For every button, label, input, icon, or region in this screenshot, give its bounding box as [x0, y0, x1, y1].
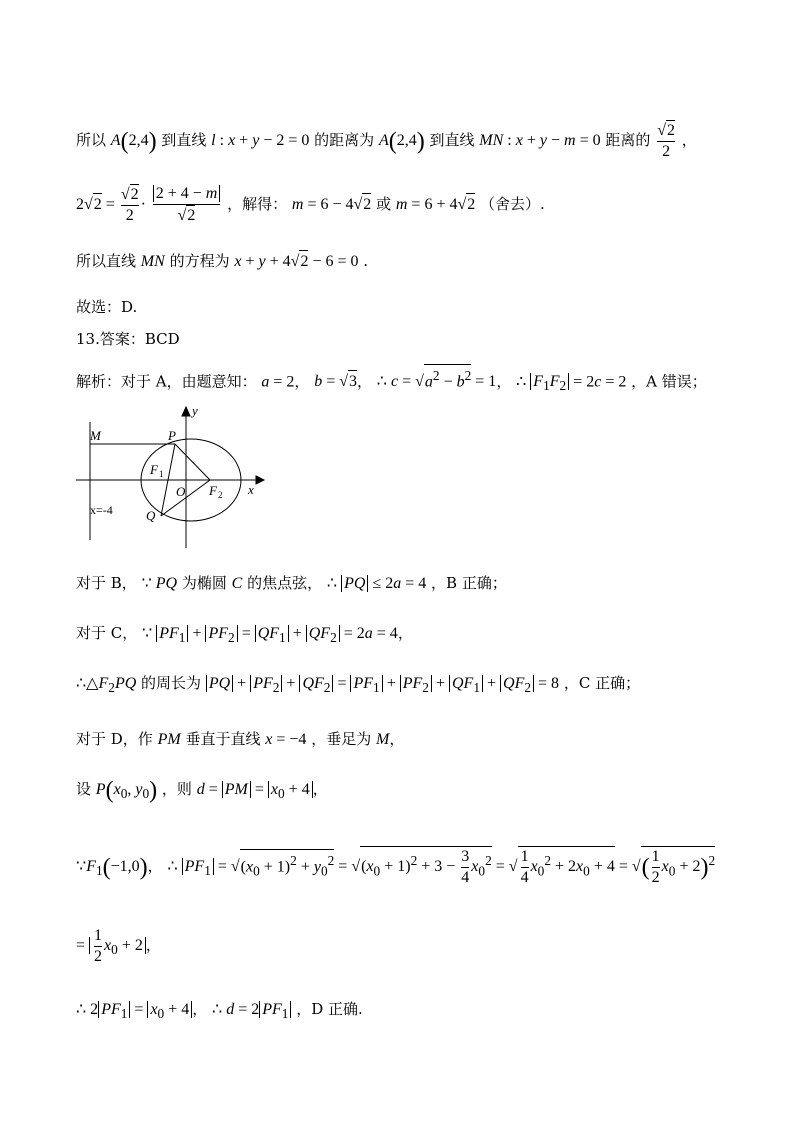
- text-seg: 垂直于直线: [185, 730, 261, 748]
- text-seg: 设: [76, 780, 92, 798]
- text-seg: 的周长为: [141, 674, 202, 692]
- text-line-7: 对于 B， ∵ PQ 为椭圆 C 的焦点弦， ∴ PQ ≤ 2a = 4 ，B 正确；: [76, 574, 507, 592]
- text-seg: 对于 C，: [76, 624, 138, 642]
- text-line-5: 13.答案：BCD: [76, 330, 180, 348]
- m-label: M: [90, 428, 101, 443]
- text-seg: 到直线: [429, 131, 475, 149]
- text-line-13: = $\frac{1}{2}$ $x_0 + 2$ ，: [76, 927, 161, 965]
- text-seg: 为椭圆: [181, 574, 227, 592]
- text-seg: 的方程为: [169, 252, 230, 270]
- text-seg: 解析：对于 A，由题意知：: [76, 372, 257, 391]
- f1-sub: 1: [159, 469, 164, 479]
- text-line-6: 解析：对于 A，由题意知： a = 2， b = √3， ∴ $c = √a^2 - b^2 = 1$， ∴ $F_1F_2 = 2c = 2$ ，A 错误；: [76, 364, 707, 398]
- directrix-label: x=-4: [90, 503, 113, 517]
- f1-label: F: [150, 462, 158, 477]
- text-seg: 对于 D，作: [76, 730, 153, 748]
- ellipse-figure: [76, 402, 266, 552]
- text-line-8: 对于 C， ∵ $PF_1 + PF_2 = QF_1 + QF_2 = 2a = 4$，: [76, 624, 413, 646]
- x-label: x: [248, 482, 254, 497]
- text-line-11: 设 $P(x_0$, $y_0$) ，则 d = PM = $x_0 + 4$ ，: [76, 777, 328, 804]
- f2-sub: 2: [218, 490, 223, 500]
- text-line-2: 2√2 = $\frac{√2}{2}$ · $\frac{2 + 4 - m}{√2}$ ，解得： m = 6 − 4√2 或 m = 6 + 4√2 （舍去）.: [76, 185, 545, 224]
- text-line-14: ∴ 2 $PF_1 = x_0 + 4$ ， ∴ d = 2 $PF_1$ ，D 正确.: [76, 1000, 363, 1022]
- text-seg: ，A 错误；: [631, 372, 707, 391]
- text-seg: 的焦点弦，: [247, 574, 323, 592]
- fraction: $\frac{√2}{2}$: [120, 186, 139, 224]
- text-line-1: 所以 A(2,4) 到直线 l : x + y − 2 = 0 的距离为 A(2,4) 到直线 MN : x + y − m = 0 距离的 $\frac{√2}{2}$ ，: [76, 122, 697, 160]
- text-seg: 对于 B，: [76, 574, 137, 592]
- text-line-10: 对于 D，作 PM 垂直于直线 x = −4 ，垂足为 M，: [76, 730, 405, 748]
- x-axis-arrow: [256, 476, 264, 484]
- text-seg: ，解得：: [227, 195, 288, 213]
- o-label: O: [176, 484, 186, 499]
- y-axis-arrow: [182, 407, 190, 416]
- text-seg: 所以直线: [76, 252, 137, 270]
- text-seg: 或: [376, 195, 392, 213]
- p-label: P: [168, 428, 176, 443]
- text-line-12: $\because F_1(-1,0)$， ∴ $PF_1 = √(x_0 + 1)^2 + y_0^2 = √(x_0 + 1)^2 + 3$ − $\frac{3}{4}$ $x_0^2$ = √ $\frac{1}{4}$ $x_0^2 + 2x_0 + 4$ = √( $\frac{1}{2}$ $x_0 + 2)^2$: [76, 848, 716, 886]
- q-label: Q: [146, 508, 156, 523]
- text-line-4: 故选：D.: [76, 298, 138, 316]
- text-line-9: $\therefore\triangle F_2PQ$ 的周长为 PQ + $PF_2 + QF_2 = PF_1 + PF_2 + QF_1 + QF_2 = 8$ ，C 正确；: [76, 674, 641, 696]
- y-label: y: [192, 403, 198, 418]
- text-seg: 的距离为: [314, 131, 375, 149]
- pf2-segment: [175, 444, 210, 480]
- text-seg: 距离的: [605, 131, 651, 149]
- text-seg: ，垂足为: [311, 730, 372, 748]
- fraction: $\frac{2 + 4 - m}{√2}$: [153, 184, 221, 226]
- text-seg: （舍去）.: [480, 195, 545, 213]
- text-seg: ，则: [161, 780, 192, 798]
- fraction: $\frac{√2}{2}$: [657, 122, 675, 160]
- text-seg: ，B 正确；: [431, 574, 507, 592]
- text-seg: 所以: [76, 131, 107, 149]
- text-seg: 到直线: [161, 131, 207, 149]
- text-seg: ，D 正确.: [296, 1000, 363, 1018]
- f2-label: F: [209, 483, 217, 498]
- text-seg: ，C 正确；: [563, 674, 641, 692]
- text-line-3: 所以直线 MN 的方程为 x + y + 4√2 − 6 = 0 .: [76, 250, 368, 273]
